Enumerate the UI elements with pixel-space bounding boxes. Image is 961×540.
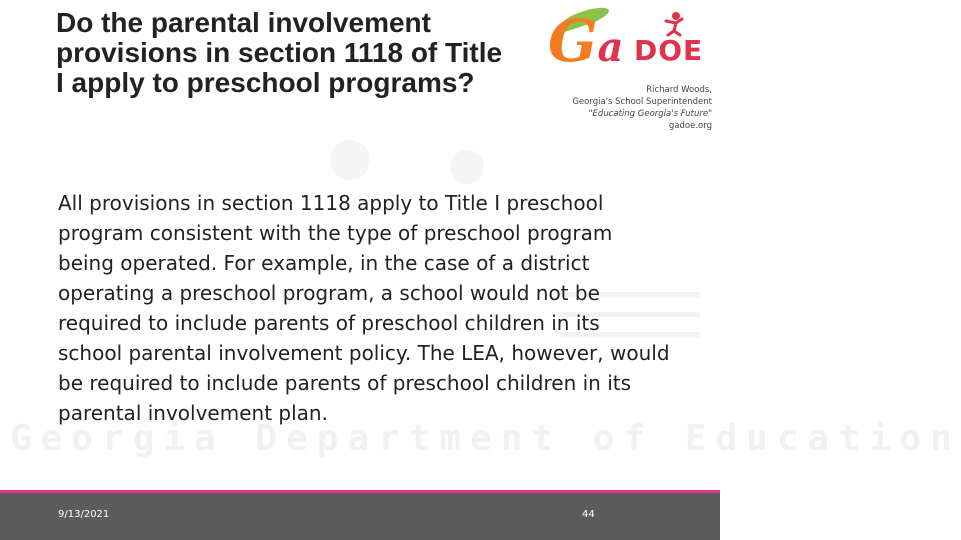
watermark-circle — [450, 150, 484, 184]
slide-body: All provisions in section 1118 apply to Title I preschool program consistent with the type of preschool program being operated. For example, in the case of a district operating a preschool program, a school would not be required to include parents of preschool children in its school parental involvement policy. The LEA, however, would be required to include parents of preschool children in its parental involvement plan. — [58, 191, 670, 425]
logo-figure-icon — [660, 11, 686, 37]
logo-ga — [548, 9, 623, 80]
superintendent-credits — [512, 84, 712, 132]
credits-site: gadoe.org — [668, 121, 712, 131]
watermark-text: Georgia Department of Education — [10, 418, 961, 459]
slide-number: 44 — [582, 509, 595, 520]
logo-g: G — [548, 7, 598, 75]
credits-role: Georgia's School Superintendent — [572, 97, 712, 107]
logo-doe: DOE — [634, 34, 704, 67]
gadoe-logo — [548, 5, 716, 85]
footer-date: 9/13/2021 — [58, 509, 110, 520]
logo-a: a — [597, 24, 624, 71]
slide-title: Do the parental involvement provisions in section 1118 of Title I apply to preschool programs? — [56, 7, 503, 98]
credits-name: Richard Woods, — [646, 85, 712, 95]
watermark-circle — [330, 140, 370, 180]
slide-footer — [0, 493, 720, 540]
credits-motto: "Educating Georgia's Future" — [588, 109, 712, 119]
